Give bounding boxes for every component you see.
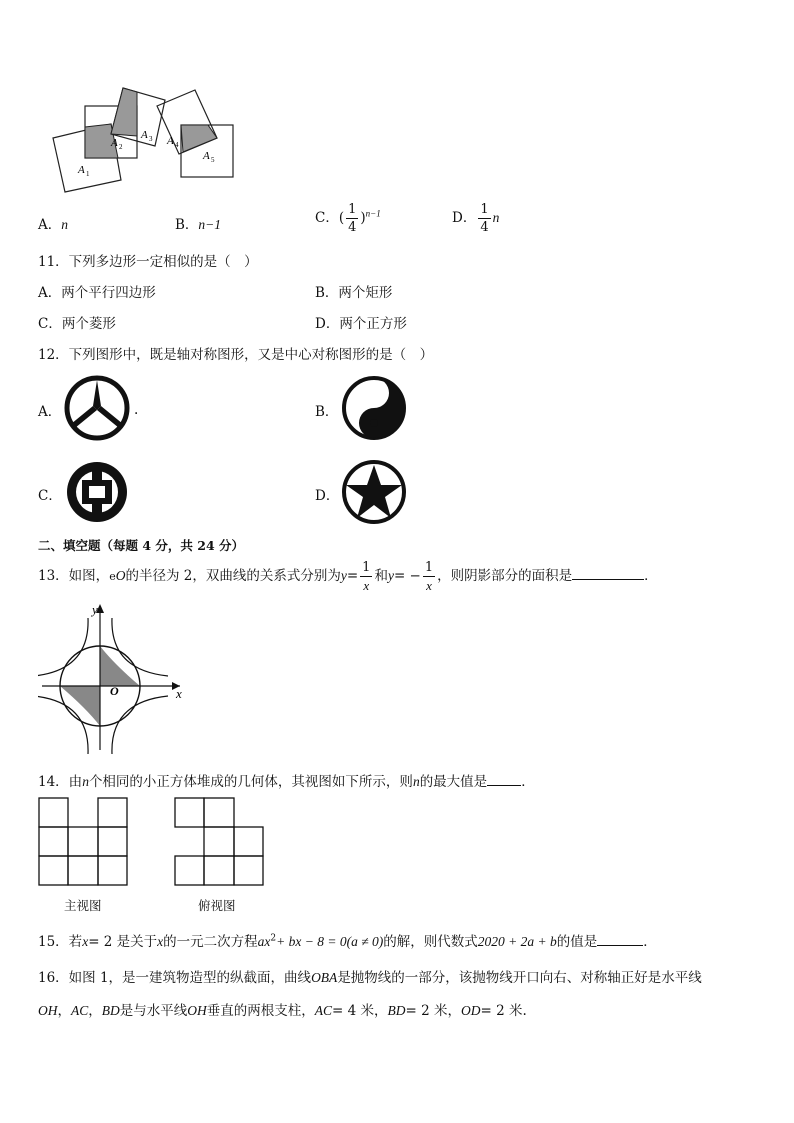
top-view-label: 俯视图 xyxy=(198,898,236,913)
label-a3: A xyxy=(141,129,148,141)
q10-option-c[interactable] xyxy=(315,203,381,234)
q10-option-d-prefix: D． xyxy=(452,210,477,226)
q13-fraction-2: $\frac{1}{x}$ xyxy=(424,560,434,593)
circle-symbol: e xyxy=(109,570,116,583)
q10-option-c-fraction: $\frac{1}{4}$ xyxy=(348,202,357,235)
q15-stem: 15．若x= 2 是关于x的一元二次方程$ax^2+$ bx − 8 = 0(a ≠ 0)的解，则代数式2020 + 2a + b的值是 ． xyxy=(38,933,657,950)
label-a1: A xyxy=(78,164,85,176)
section-2-title: 二、填空题（每题 4 分，共 24 分） xyxy=(38,538,245,553)
q13-fraction-1: $\frac{1}{x}$ xyxy=(362,560,371,593)
shade-2 xyxy=(111,88,137,136)
q12-option-d-label[interactable]: D． xyxy=(315,488,340,504)
mercedes-icon[interactable] xyxy=(63,374,133,444)
q10-option-a-prefix: A． xyxy=(38,217,62,233)
q16-line-2: OH，AC，BD是与水平线OH垂直的两根支柱，AC= 4 米，BD= 2 米，OD= 2 米. xyxy=(38,1003,527,1019)
q11-option-b[interactable]: B．两个矩形 xyxy=(315,285,393,301)
q12-option-b-label[interactable]: B． xyxy=(315,404,339,420)
q10-option-d[interactable] xyxy=(452,203,499,234)
q12-option-a-dot: . xyxy=(134,402,139,418)
q10-option-a-value: n xyxy=(61,217,68,232)
label-a5: A xyxy=(203,150,210,162)
shade-3 xyxy=(181,125,217,152)
q13-answer-blank[interactable] xyxy=(572,567,644,580)
squares-figure xyxy=(45,80,245,195)
star-circle-icon[interactable] xyxy=(340,458,410,528)
label-a2-sub: 2 xyxy=(119,143,123,151)
q10-option-c-close: ) xyxy=(360,210,366,226)
yin-yang-icon[interactable] xyxy=(340,374,410,444)
front-view-figure xyxy=(38,797,130,889)
label-a3-sub: 3 xyxy=(149,135,153,143)
q11-stem: 11．下列多边形一定相似的是（ ） xyxy=(38,254,258,270)
q10-option-a[interactable] xyxy=(38,213,68,233)
label-a5-sub: 5 xyxy=(211,156,215,164)
q11-option-c[interactable]: C．两个菱形 xyxy=(38,316,116,332)
q11-option-d[interactable]: D．两个正方形 xyxy=(315,316,407,332)
q10-option-b[interactable] xyxy=(175,213,221,233)
axis-y-label: y xyxy=(92,602,98,617)
q13-stem: 13．如图，eO的半径为 2，双曲线的关系式分别为y= $\frac{1}{x}$ 和y= − $\frac{1}{x}$ ，则阴影部分的面积是 ． xyxy=(38,560,658,593)
label-a2: A xyxy=(111,137,118,149)
q10-option-b-prefix: B． xyxy=(175,217,199,233)
bank-coin-icon[interactable] xyxy=(63,458,133,528)
origin-label: O xyxy=(110,684,119,698)
axis-x-label: x xyxy=(176,686,182,701)
q10-option-d-fraction: $\frac{1}{4}$ xyxy=(480,202,489,235)
q11-option-a[interactable]: A．两个平行四边形 xyxy=(38,285,156,301)
hyperbola-figure xyxy=(38,600,198,755)
q10-option-c-exponent: n−1 xyxy=(365,208,381,219)
q14-answer-blank[interactable] xyxy=(487,773,521,786)
q12-stem: 12．下列图形中，既是轴对称图形，又是中心对称图形的是（ ） xyxy=(38,347,434,363)
q12-option-a-label[interactable]: A． xyxy=(38,404,62,420)
label-a1-sub: 1 xyxy=(86,170,90,178)
q16-line-1: 16．如图 1，是一建筑物造型的纵截面，曲线OBA是抛物线的一部分，该抛物线开口向右、对称轴正好是水平线 xyxy=(38,970,702,986)
q10-option-b-value: n−1 xyxy=(198,217,222,232)
top-view-figure xyxy=(174,797,266,889)
q10-option-c-prefix: C．( xyxy=(315,210,345,226)
q10-option-d-var: n xyxy=(492,210,500,225)
q12-option-c-label[interactable]: C． xyxy=(38,488,62,504)
q14-stem: 14．由n个相同的小正方体堆成的几何体，其视图如下所示，则n的最大值是 ． xyxy=(38,774,535,790)
label-a4-sub: 4 xyxy=(175,141,179,149)
label-a4: A xyxy=(167,135,174,147)
front-view-label: 主视图 xyxy=(64,898,102,913)
q15-answer-blank[interactable] xyxy=(597,933,643,946)
